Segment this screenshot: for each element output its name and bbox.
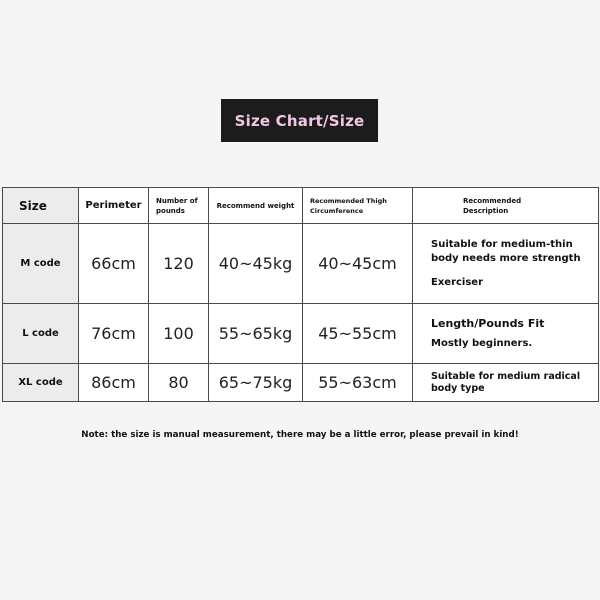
pounds-value: 100 [149,304,209,364]
table-row [3,224,599,304]
header-desc-line1: Recommended [463,196,522,205]
header-pounds [149,188,209,224]
description-line: Mostly beginners. [431,337,533,349]
header-pounds-line1: Number of [156,196,198,205]
header-perimeter: Perimeter [79,188,149,224]
description-line: Suitable for medium-thin [431,238,573,250]
size-table [2,187,599,402]
perimeter-value: 76cm [79,304,149,364]
perimeter-value: 86cm [79,364,149,402]
perimeter-value: 66cm [79,224,149,304]
pounds-value: 120 [149,224,209,304]
header-row [3,188,599,224]
table-row [3,364,599,402]
header-size: Size [3,188,79,224]
header-desc-line2: Description [463,206,509,215]
header-description [413,188,599,224]
pounds-value: 80 [149,364,209,402]
thigh-value: 55~63cm [303,364,413,402]
header-thigh [303,188,413,224]
disclaimer-note: Note: the size is manual measurement, there may be a little error, please prevail in kind! [81,430,519,440]
chart-title: Size Chart/Size [234,111,365,130]
description-cell [413,304,599,364]
description-line: Suitable for medium radical [431,370,581,382]
thigh-value: 40~45cm [303,224,413,304]
weight-value: 40~45kg [209,224,303,304]
weight-value: 55~65kg [209,304,303,364]
description-line: body needs more strength [431,252,581,264]
table-row [3,304,599,364]
description-line: body type [431,382,485,394]
header-pounds-line2: pounds [156,206,185,215]
size-code: XL code [3,364,79,402]
header-thigh-line1: Recommended Thigh [310,196,387,205]
header-thigh-line2: Circumference [310,206,364,215]
description-cell [413,224,599,304]
description-line: Exerciser [431,276,484,288]
thigh-value: 45~55cm [303,304,413,364]
weight-value: 65~75kg [209,364,303,402]
size-code: M code [3,224,79,304]
description-cell [413,364,599,402]
description-line: Length/Pounds Fit [431,316,545,330]
header-weight: Recommend weight [209,188,303,224]
size-code: L code [3,304,79,364]
title-banner [221,99,378,142]
